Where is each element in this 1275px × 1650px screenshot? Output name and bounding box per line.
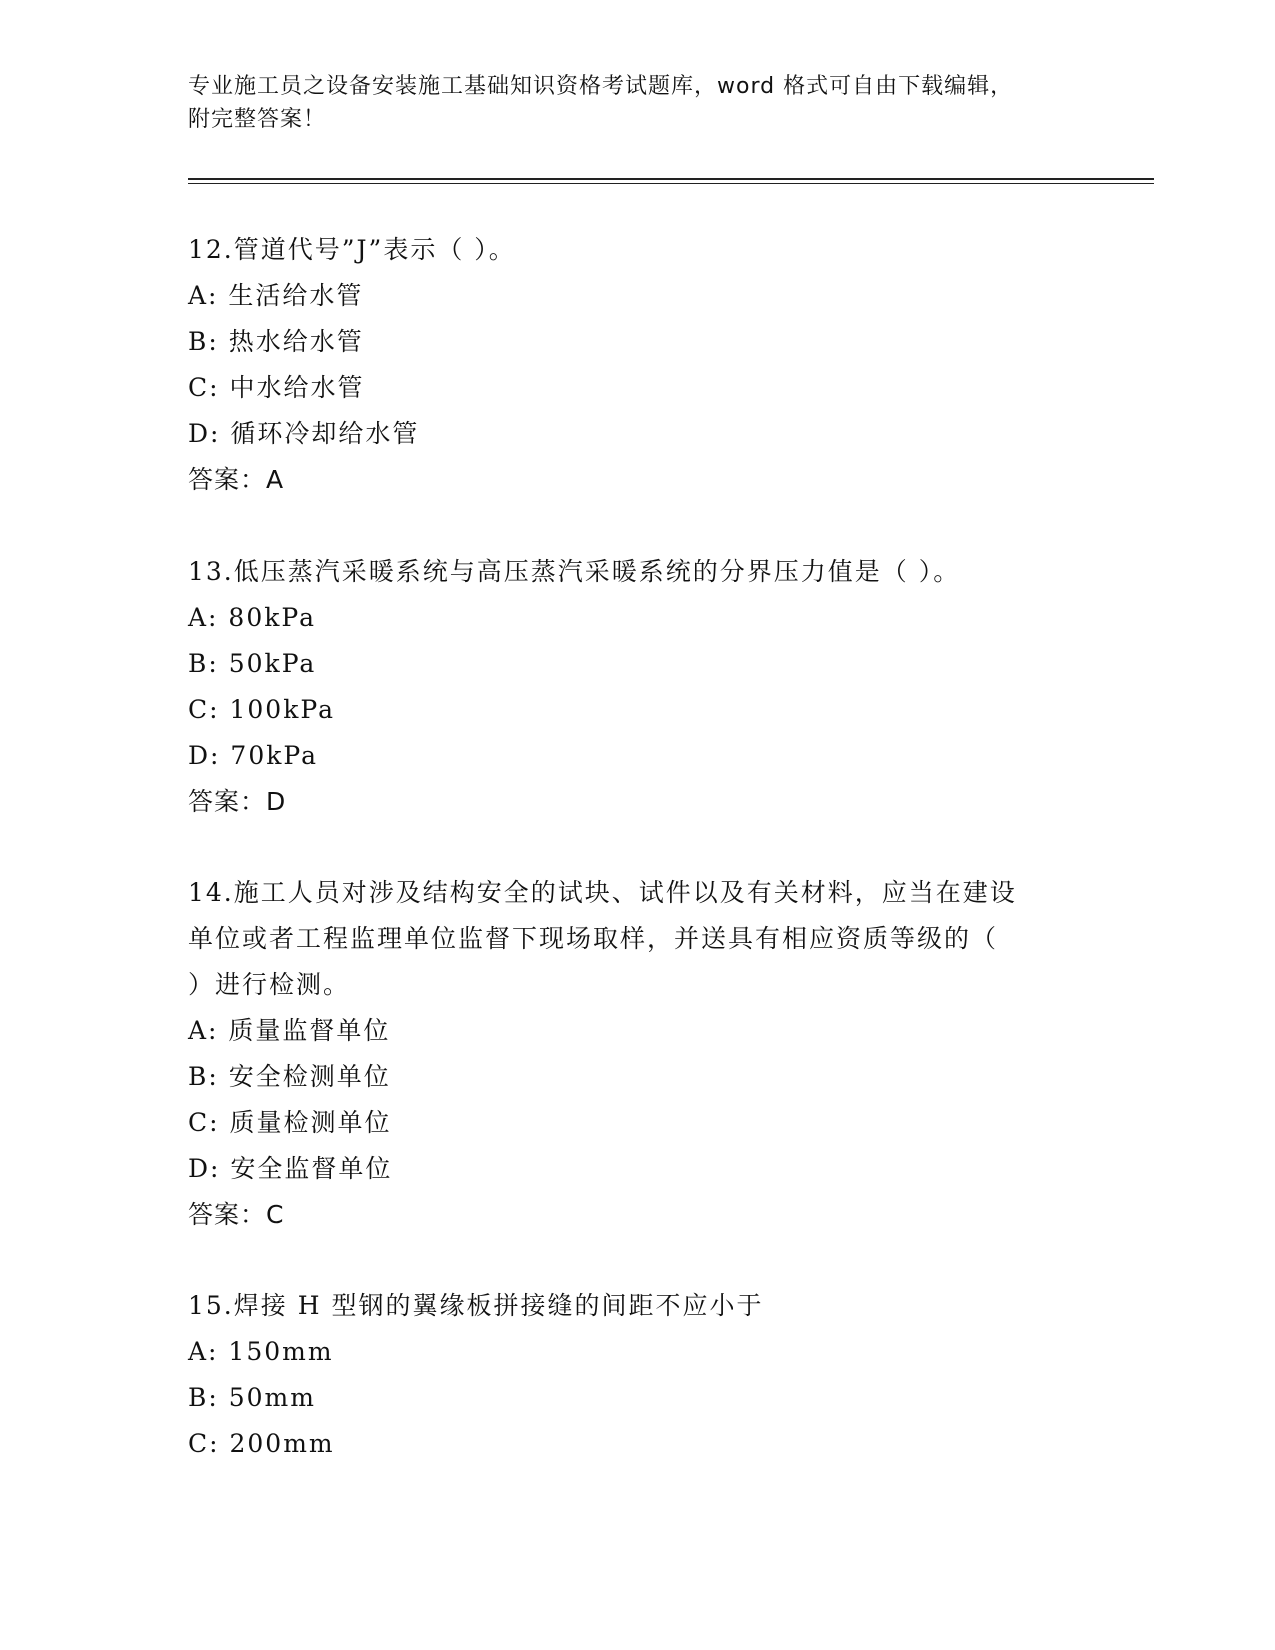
option-d: D: 70kPa [188, 741, 318, 770]
option-b: B: 50kPa [188, 649, 317, 678]
option-c: C: 200mm [188, 1429, 335, 1458]
header-line-1: 专业施工员之设备安装施工基础知识资格考试题库，word 格式可自由下载编辑， [188, 74, 1014, 99]
option-a: A: 生活给水管 [188, 281, 364, 310]
question-stem-line-1: 14.施工人员对涉及结构安全的试块、试件以及有关材料，应当在建设 [188, 878, 1017, 907]
question-13 [188, 549, 1088, 825]
question-stem: 13.低压蒸汽采暖系统与高压蒸汽采暖系统的分界压力值是（ ）。 [188, 557, 961, 586]
question-stem-line-2: 单位或者工程监理单位监督下现场取样，并送具有相应资质等级的（ [188, 924, 999, 953]
question-stem: 12.管道代号”J”表示（ ）。 [188, 235, 516, 264]
option-b: B: 50mm [188, 1383, 316, 1412]
option-a: A: 150mm [188, 1337, 334, 1366]
header-rule-thick [188, 178, 1154, 180]
option-c: C: 中水给水管 [188, 373, 365, 402]
option-b: B: 热水给水管 [188, 327, 364, 356]
option-c: C: 100kPa [188, 695, 335, 724]
question-stem: 15.焊接 H 型钢的翼缘板拼接缝的间距不应小于 [188, 1291, 764, 1320]
answer: 答案：D [188, 787, 287, 816]
answer: 答案：A [188, 465, 285, 494]
question-12 [188, 227, 1088, 503]
option-d: D: 循环冷却给水管 [188, 419, 420, 448]
question-stem-line-3: ）进行检测。 [188, 970, 351, 999]
document-header [188, 70, 1068, 136]
header-rule-thin [188, 183, 1154, 184]
answer: 答案：C [188, 1200, 285, 1229]
option-c: C: 质量检测单位 [188, 1108, 392, 1137]
header-line-2: 附完整答案！ [188, 107, 327, 132]
option-a: A: 质量监督单位 [188, 1016, 391, 1045]
question-14 [188, 870, 1088, 1238]
option-d: D: 安全监督单位 [188, 1154, 393, 1183]
question-15 [188, 1283, 1088, 1467]
option-b: B: 安全检测单位 [188, 1062, 391, 1091]
option-a: A: 80kPa [188, 603, 316, 632]
